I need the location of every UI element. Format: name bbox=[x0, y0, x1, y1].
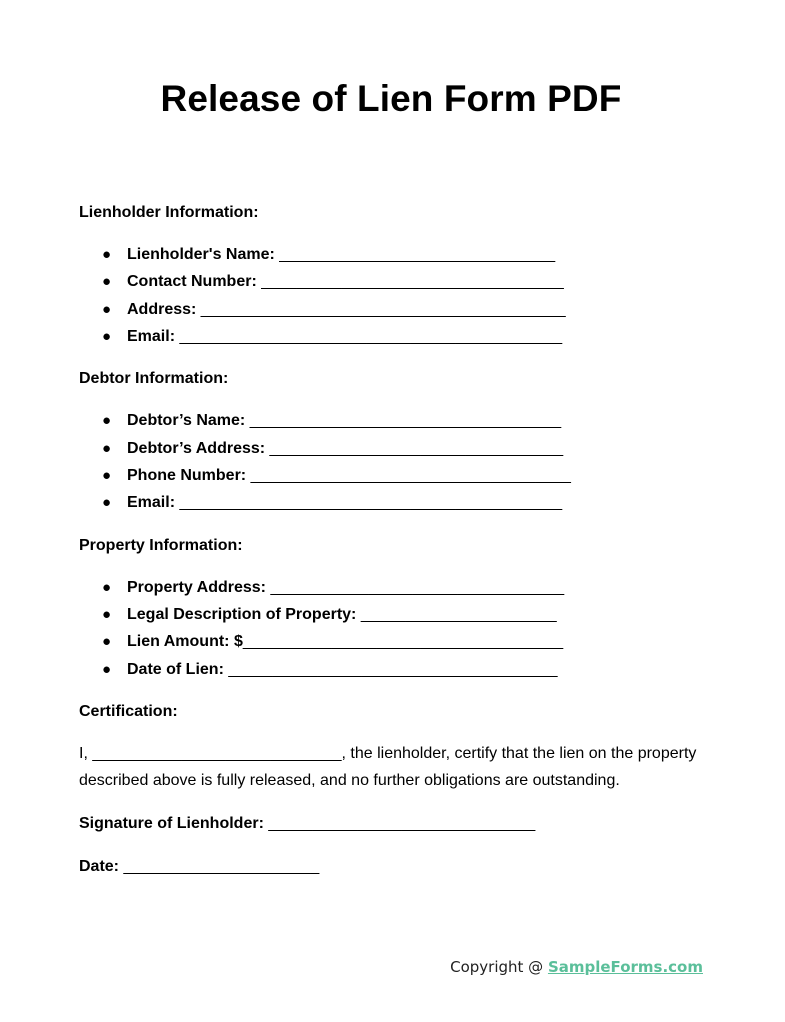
signature-line bbox=[79, 810, 709, 837]
copyright-prefix: Copyright @ bbox=[450, 958, 548, 976]
field-label: Email: bbox=[127, 494, 176, 512]
signature-label: Signature of Lienholder: bbox=[79, 814, 264, 832]
lienholder-email-blank[interactable]: ___________________________________________ bbox=[175, 327, 563, 345]
list-item bbox=[79, 574, 709, 601]
legal-description-blank[interactable]: ______________________ bbox=[356, 605, 557, 623]
list-item bbox=[79, 296, 709, 323]
phone-number-blank[interactable]: ____________________________________ bbox=[246, 466, 571, 484]
debtor-section-heading: Debtor Information: bbox=[79, 370, 229, 388]
property-section-heading: Property Information: bbox=[79, 536, 243, 554]
certification-section-heading: Certification: bbox=[79, 702, 178, 720]
debtor-field-list bbox=[79, 407, 709, 516]
list-item bbox=[79, 656, 709, 683]
field-label: Address: bbox=[127, 300, 197, 318]
bullet-icon: ● bbox=[102, 273, 112, 291]
list-item bbox=[79, 241, 709, 268]
sampleforms-link[interactable]: SampleForms.com bbox=[547, 958, 703, 976]
page-title: Release of Lien Form PDF bbox=[160, 78, 622, 119]
list-item bbox=[79, 462, 709, 489]
bullet-icon: ● bbox=[102, 494, 112, 512]
bullet-icon: ● bbox=[102, 578, 112, 596]
field-label: Date of Lien: bbox=[127, 660, 224, 678]
signature-blank[interactable]: ______________________________ bbox=[263, 814, 536, 832]
bullet-icon: ● bbox=[102, 633, 112, 651]
certifier-name-blank[interactable]: ____________________________ bbox=[92, 744, 342, 762]
list-item bbox=[79, 407, 709, 434]
list-item bbox=[79, 268, 709, 295]
bullet-icon: ● bbox=[102, 466, 112, 484]
field-label: Email: bbox=[127, 327, 176, 345]
statement-end: , the lienholder, certify that the lien on the property described above is fully released, and no further obligations are outstanding. bbox=[79, 744, 697, 789]
date-label: Date: bbox=[79, 857, 120, 875]
bullet-icon: ● bbox=[102, 660, 112, 678]
copyright-footer bbox=[450, 958, 703, 976]
property-field-list bbox=[79, 574, 709, 683]
list-item bbox=[79, 323, 709, 350]
list-item bbox=[79, 601, 709, 628]
list-item bbox=[79, 628, 709, 655]
debtor-email-blank[interactable]: ___________________________________________ bbox=[175, 494, 563, 512]
lienholder-address-blank[interactable]: _________________________________________ bbox=[196, 300, 566, 318]
bullet-icon: ● bbox=[102, 327, 112, 345]
bullet-icon: ● bbox=[102, 246, 112, 263]
certification-statement bbox=[79, 740, 709, 794]
date-line bbox=[79, 853, 709, 880]
date-of-lien-blank[interactable]: _____________________________________ bbox=[223, 660, 558, 678]
form-body bbox=[79, 201, 709, 896]
debtor-address-blank[interactable]: _________________________________ bbox=[265, 439, 564, 457]
lienholder-name-blank[interactable]: _______________________________ bbox=[274, 246, 556, 263]
statement-start: I, bbox=[79, 744, 93, 762]
field-label: Phone Number: bbox=[127, 466, 247, 484]
field-label: Debtor’s Name: bbox=[127, 412, 246, 430]
bullet-icon: ● bbox=[102, 605, 112, 623]
field-label: Debtor’s Address: bbox=[127, 439, 266, 457]
lienholder-field-list bbox=[79, 241, 709, 350]
field-label: Contact Number: bbox=[127, 273, 257, 291]
lienholder-section-heading: Lienholder Information: bbox=[79, 204, 259, 221]
bullet-icon: ● bbox=[102, 300, 112, 318]
field-label: Legal Description of Property: bbox=[127, 605, 357, 623]
date-blank[interactable]: ______________________ bbox=[119, 857, 320, 875]
field-label: Lienholder's Name: bbox=[127, 246, 275, 263]
list-item bbox=[79, 435, 709, 462]
contact-number-blank[interactable]: __________________________________ bbox=[256, 273, 564, 291]
debtor-name-blank[interactable]: ___________________________________ bbox=[245, 412, 562, 430]
field-label: Lien Amount: $ bbox=[127, 633, 243, 651]
bullet-icon: ● bbox=[102, 439, 112, 457]
field-label: Property Address: bbox=[127, 578, 266, 596]
list-item bbox=[79, 489, 709, 516]
lien-amount-blank[interactable]: ____________________________________ bbox=[242, 633, 564, 651]
bullet-icon: ● bbox=[102, 412, 112, 430]
property-address-blank[interactable]: _________________________________ bbox=[266, 578, 565, 596]
